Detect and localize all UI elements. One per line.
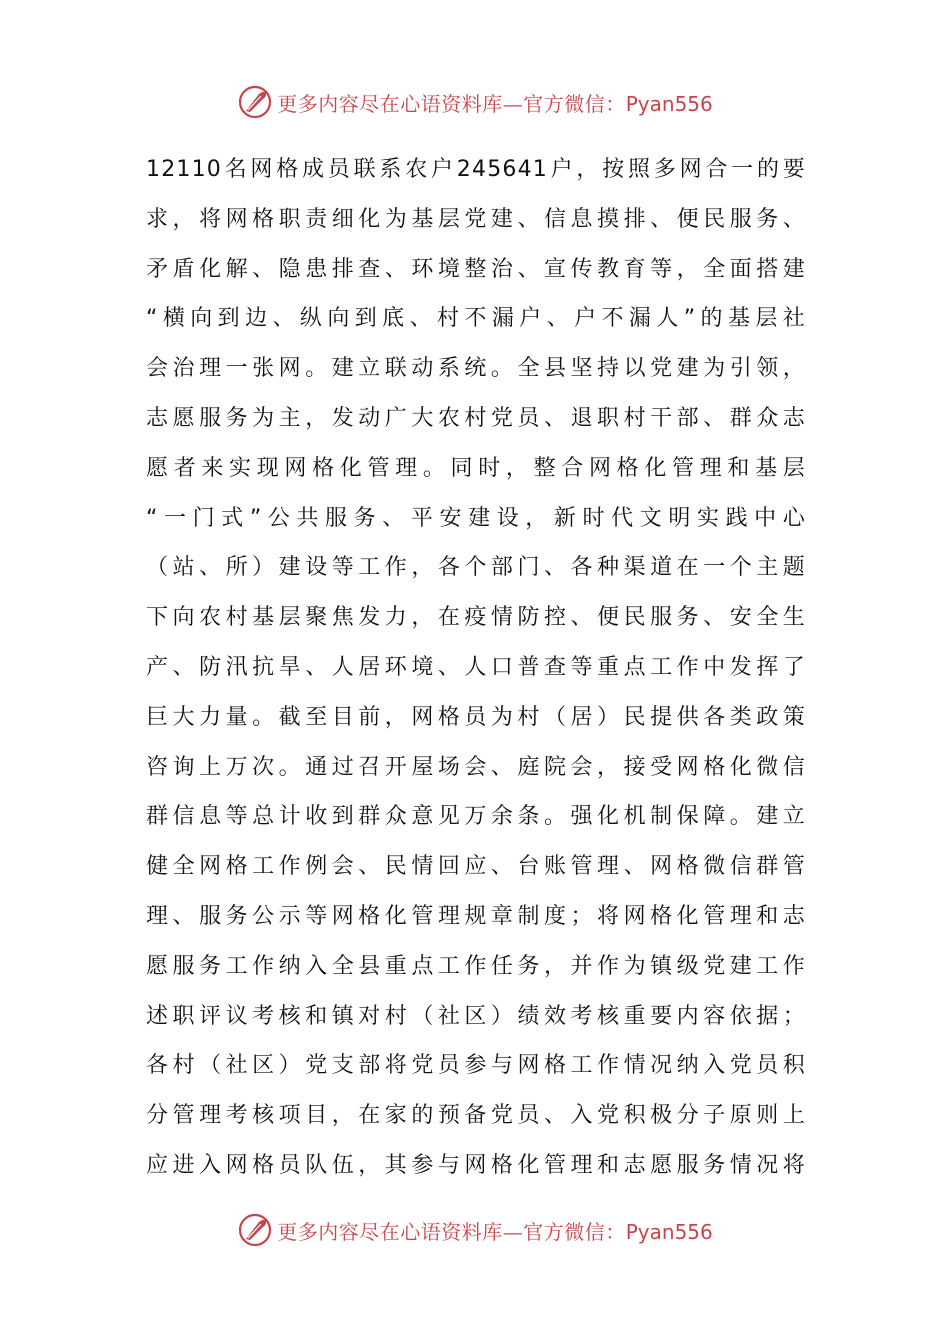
- body-line: 群信息等总计收到群众意见万余条。强化机制保障。建立: [146, 804, 806, 830]
- body-line: 矛盾化解、隐患排查、环境整治、宣传教育等，全面搭建: [146, 256, 806, 282]
- body-line: 述职评议考核和镇对村（社区）绩效考核重要内容依据；: [146, 1003, 806, 1029]
- body-line: “一门式”公共服务、平安建设，新时代文明实践中心: [146, 505, 806, 531]
- body-line: 下向农村基层聚焦发力，在疫情防控、便民服务、安全生: [146, 605, 806, 631]
- body-line: 产、防汛抗旱、人居环境、人口普查等重点工作中发挥了: [146, 654, 806, 680]
- body-line: 健全网格工作例会、民情回应、台账管理、网格微信群管: [146, 854, 806, 880]
- body-line: 咨询上万次。通过召开屋场会、庭院会，接受网格化微信: [146, 754, 806, 780]
- body-line: 12110名网格成员联系农户245641户，按照多网合一的要: [146, 157, 806, 182]
- body-line: 求，将网格职责细化为基层党建、信息摸排、便民服务、: [146, 206, 806, 232]
- footer-brand-text: 更多内容尽在心语资料库—官方微信：Pyan556: [277, 1219, 713, 1244]
- body-line: 会治理一张网。建立联动系统。全县坚持以党建为引领，: [146, 356, 806, 382]
- footer-banner: [0, 1210, 950, 1250]
- body-line: （站、所）建设等工作，各个部门、各种渠道在一个主题: [146, 555, 806, 581]
- quill-pen-logo-icon: [237, 84, 273, 120]
- body-line: 理、服务公示等网格化管理规章制度；将网格化管理和志: [146, 903, 806, 929]
- body-line: 志愿服务为主，发动广大农村党员、退职村干部、群众志: [146, 405, 806, 431]
- body-line: 愿者来实现网格化管理。同时，整合网格化管理和基层: [146, 455, 806, 481]
- header-banner: [0, 82, 950, 122]
- body-line: “横向到边、纵向到底、村不漏户、户不漏人”的基层社: [146, 306, 806, 332]
- body-line: 各村（社区）党支部将党员参与网格工作情况纳入党员积: [146, 1053, 806, 1079]
- body-line: 巨大力量。截至目前，网格员为村（居）民提供各类政策: [146, 704, 806, 730]
- header-brand-text: 更多内容尽在心语资料库—官方微信：Pyan556: [277, 91, 713, 116]
- document-body: [146, 145, 806, 1191]
- body-line: 愿服务工作纳入全县重点工作任务，并作为镇级党建工作: [146, 953, 806, 979]
- quill-pen-logo-icon: [237, 1212, 273, 1248]
- body-line: 分管理考核项目，在家的预备党员、入党积极分子原则上: [146, 1103, 806, 1129]
- footer-wechat-id: Pyan556: [625, 1219, 713, 1244]
- header-wechat-id: Pyan556: [625, 91, 713, 116]
- body-line: 应进入网格员队伍，其参与网格化管理和志愿服务情况将: [146, 1152, 806, 1178]
